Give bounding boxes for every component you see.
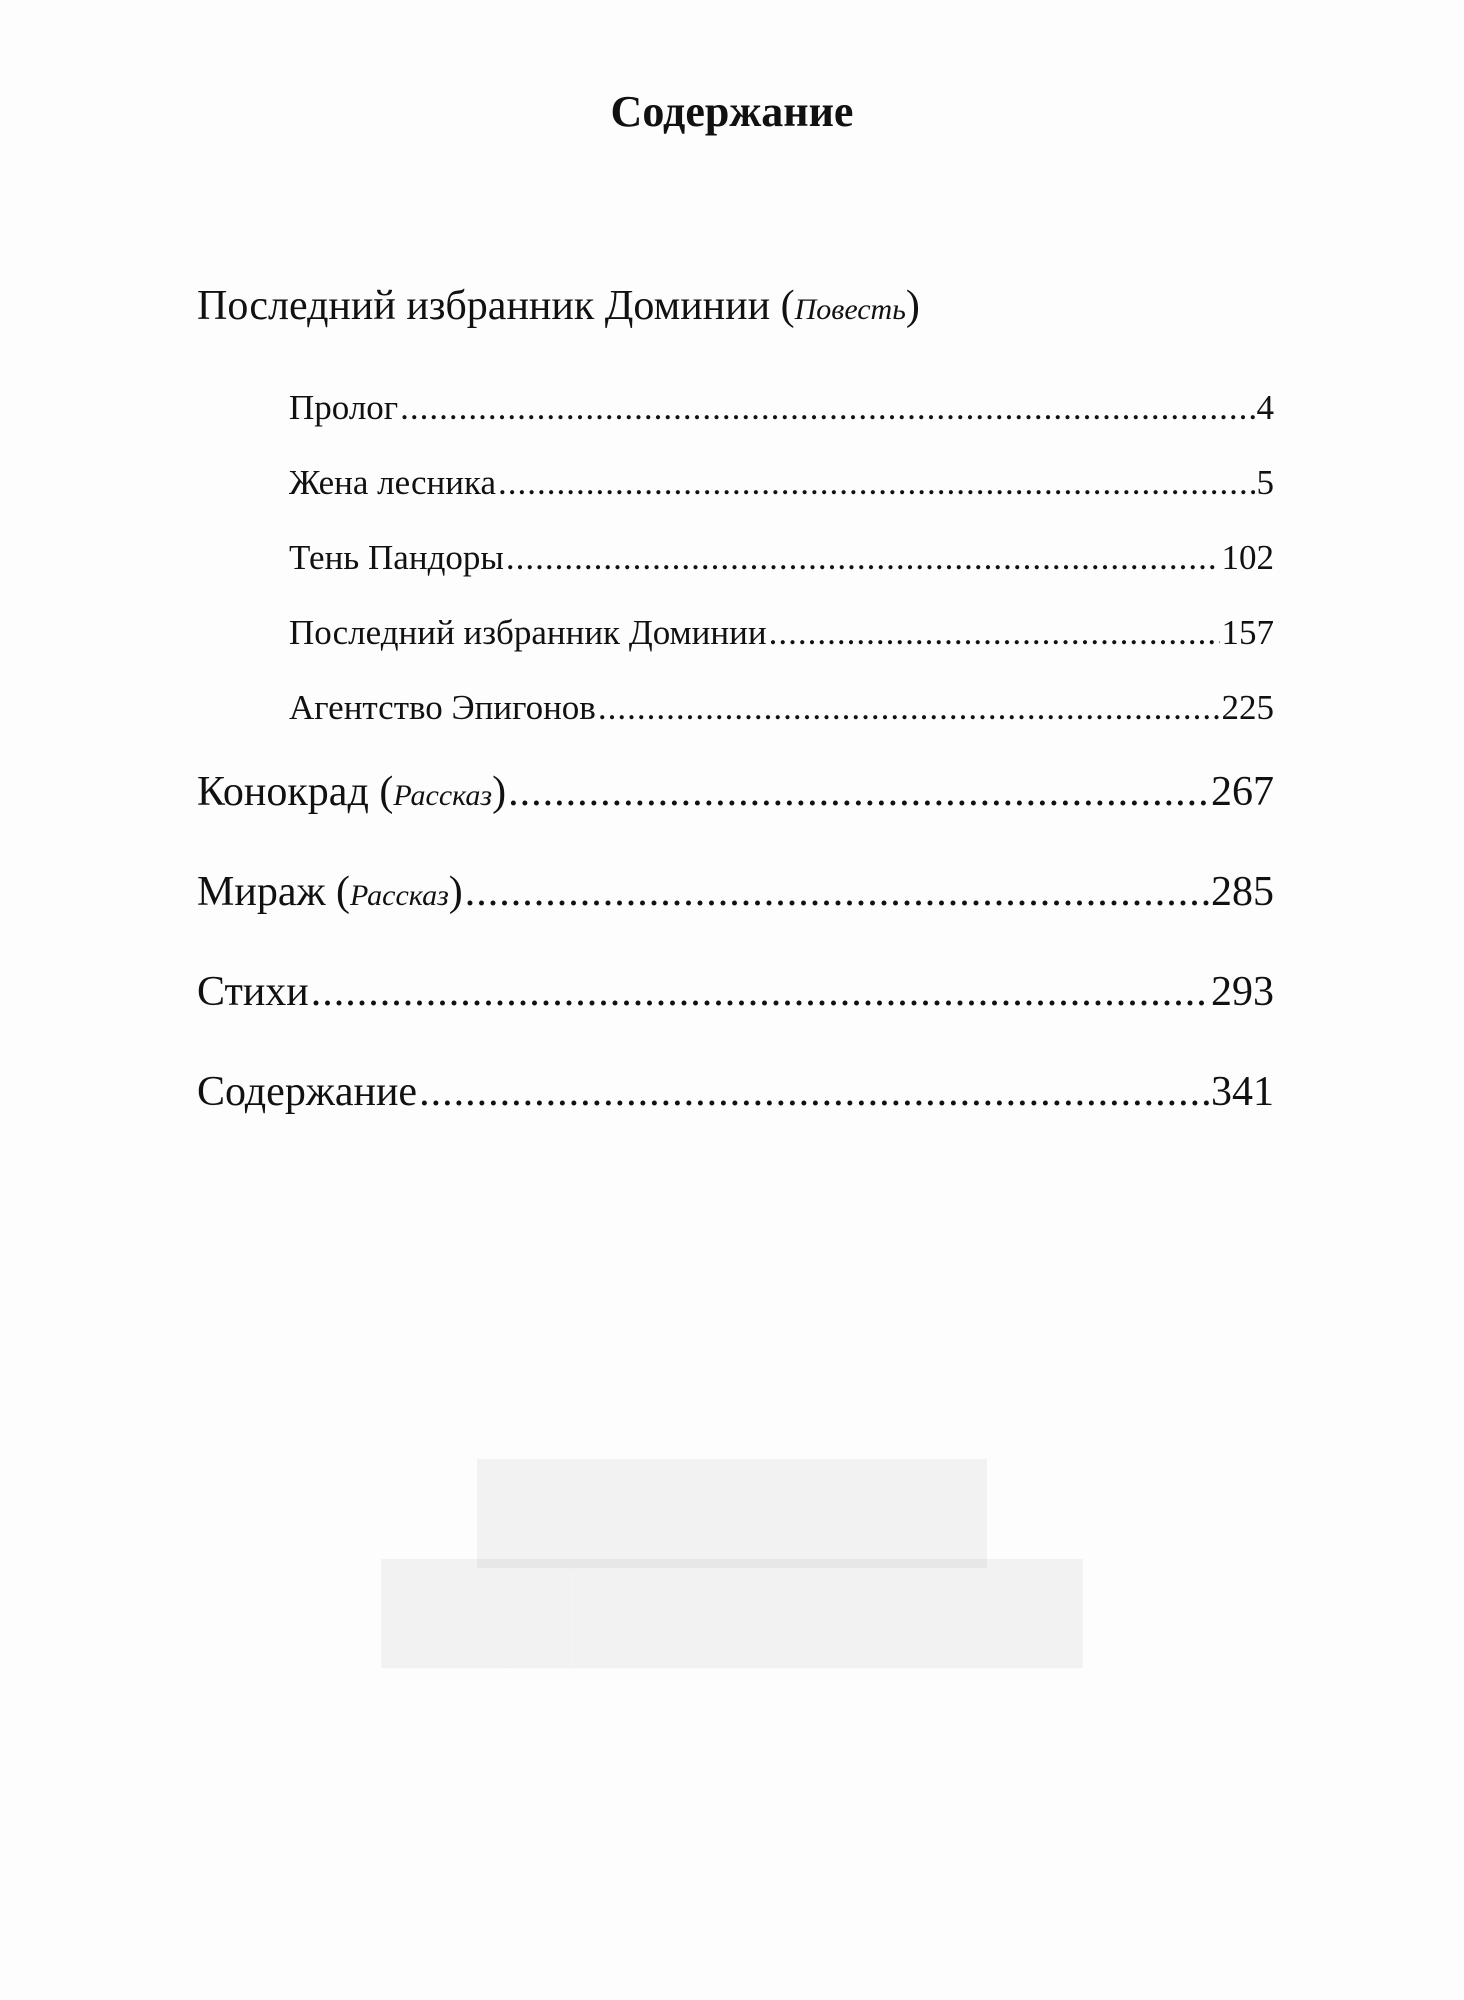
chapter-page-number: 157 [1221, 613, 1274, 652]
entry-page-number: 267 [1211, 769, 1274, 815]
chapter-title: Пролог [289, 388, 399, 427]
chapter-title: Тень Пандоры [289, 538, 504, 577]
entry-title: Стихи [197, 969, 309, 1015]
toc-part-heading: Последний избранник Доминии (Повесть) [197, 283, 920, 329]
chapter-title: Агентство Эпигонов [289, 688, 596, 727]
dot-leader [400, 388, 1254, 428]
chapter-title: Последний избранник Доминии [289, 613, 767, 652]
toc-entry-row[interactable]: Мираж (Рассказ) ..... 285 [197, 868, 1274, 916]
entry-genre: Рассказ [393, 779, 493, 812]
entry-page-number: 341 [1211, 1069, 1274, 1115]
toc-chapter-row[interactable] [289, 688, 1274, 728]
part-genre: Повесть [794, 293, 906, 326]
chapter-page-number: 102 [1221, 538, 1274, 577]
dot-leader [769, 613, 1220, 653]
chapter-page-number: 5 [1256, 463, 1274, 502]
chapter-page-number: 225 [1221, 688, 1274, 727]
dot-leader [506, 538, 1220, 578]
part-title: Последний избранник Доминии [197, 283, 771, 329]
chapter-page-number: 4 [1256, 388, 1274, 427]
toc-chapter-row[interactable] [289, 613, 1274, 653]
dot-leader [419, 1068, 1209, 1116]
page-title: Содержание [610, 87, 854, 136]
entry-title: Содержание [197, 1069, 418, 1115]
chapter-title: Жена лесника [289, 463, 497, 502]
dot-leader [598, 688, 1220, 728]
toc-entry-row[interactable]: Конокрад (Рассказ) ..... 267 [197, 768, 1274, 816]
dot-leader [465, 868, 1209, 916]
entry-title: Конокрад [197, 769, 369, 815]
dot-leader [498, 463, 1254, 503]
toc-chapter-row[interactable] [289, 538, 1274, 578]
toc-entry-row[interactable] [197, 968, 1274, 1016]
show-through-decoration [0, 1460, 1464, 1563]
entry-genre: Рассказ [349, 879, 449, 912]
toc-chapter-row[interactable] [289, 463, 1274, 503]
toc-chapter-row[interactable] [289, 388, 1274, 428]
entry-title: Мираж [197, 869, 326, 915]
dot-leader [508, 768, 1209, 816]
toc-entry-row[interactable] [197, 1068, 1274, 1116]
dot-leader [311, 968, 1209, 1016]
entry-page-number: 285 [1211, 869, 1274, 915]
entry-page-number: 293 [1211, 969, 1274, 1015]
show-through-decoration [0, 1560, 1464, 1663]
